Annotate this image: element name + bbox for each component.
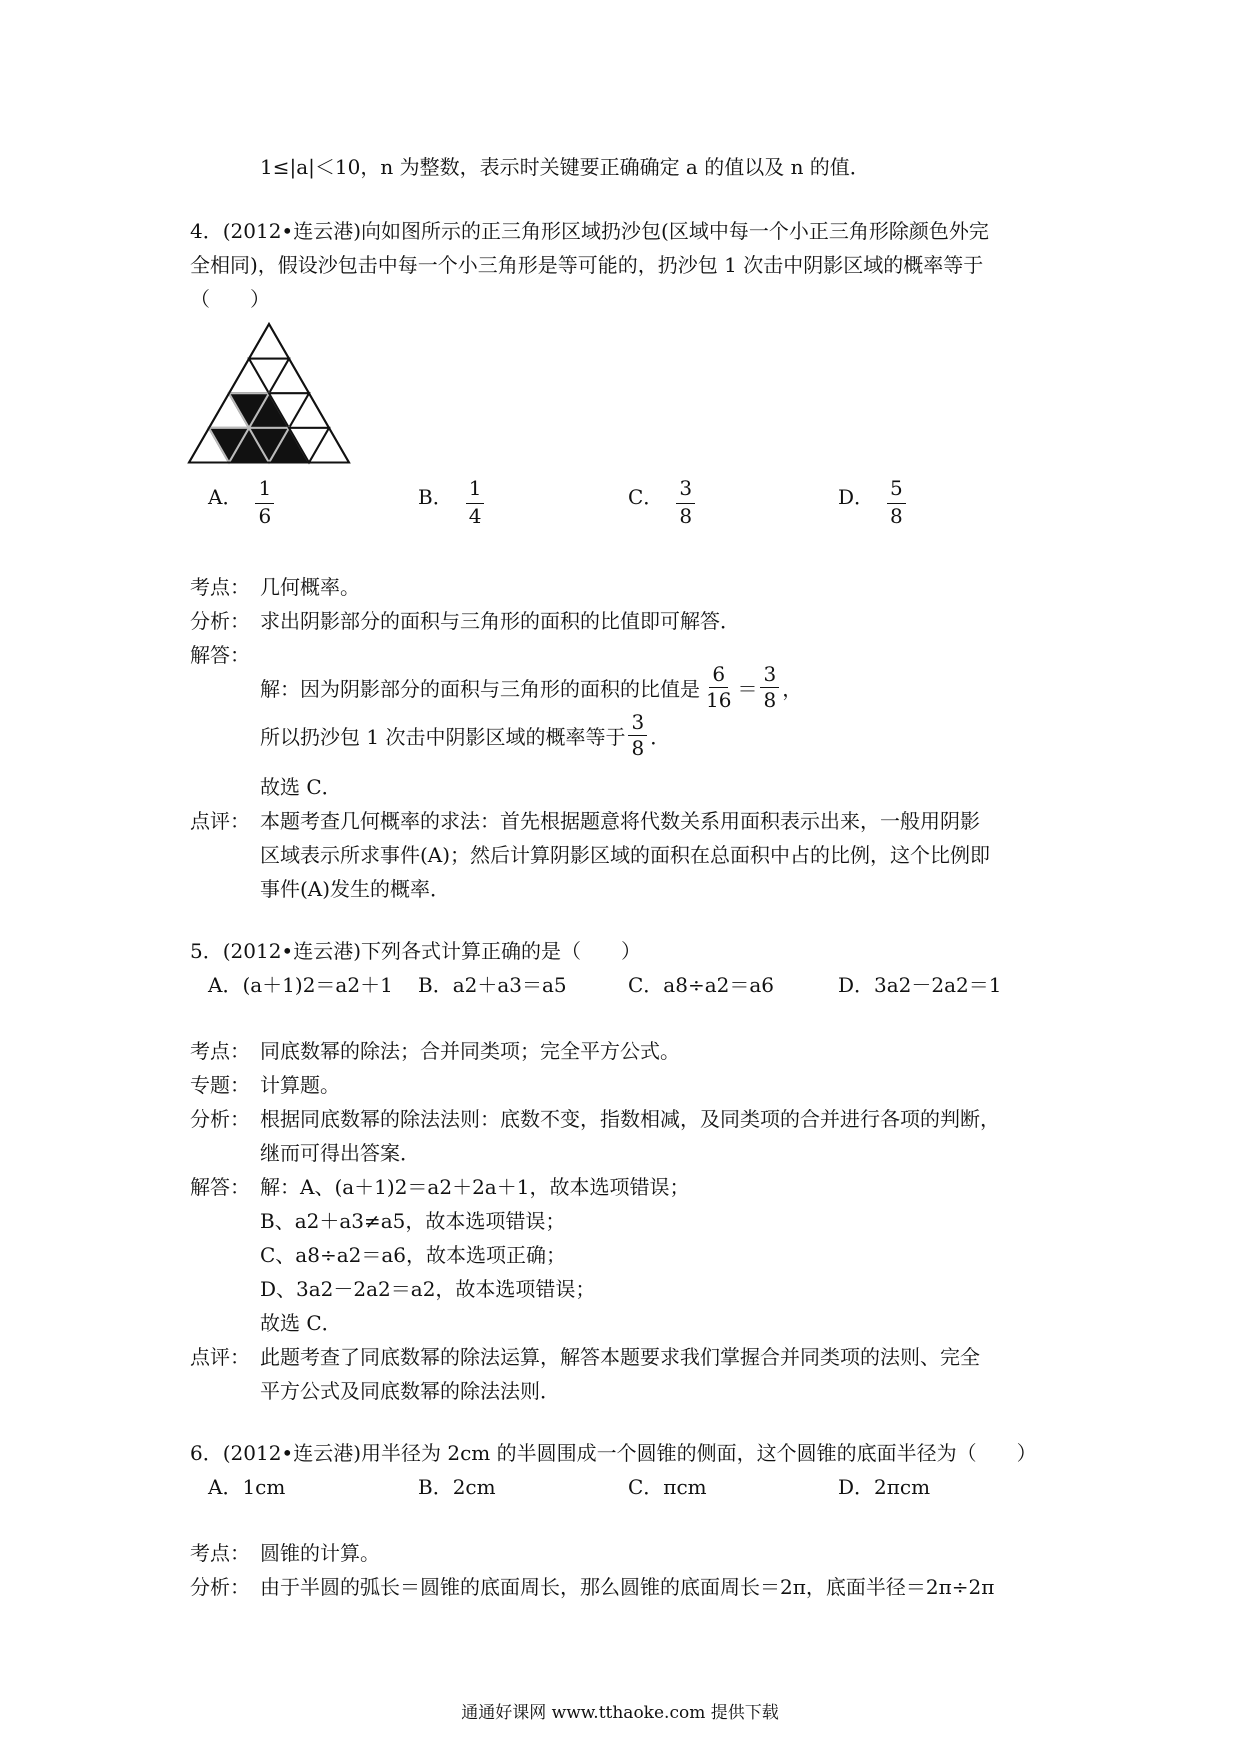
q4-stem-line3: （ ） xyxy=(190,287,270,311)
q4-solution-frac2-num: 3 xyxy=(760,664,779,688)
q4-fenxi-label: 分析： xyxy=(190,609,250,633)
q4-solution-frac-3-8-b xyxy=(628,712,647,759)
q4-solution-frac-3-8 xyxy=(760,664,779,711)
q4-option-d[interactable] xyxy=(838,478,909,527)
q4-solution-line2-end: ． xyxy=(650,725,671,749)
q4-solution-frac3-den: 8 xyxy=(631,736,645,760)
q6-option-c[interactable]: C．πcm xyxy=(628,1475,707,1499)
q4-option-a-fraction xyxy=(255,478,274,527)
page-footer: 通通好课网 www.tthaoke.com 提供下载 xyxy=(461,1703,779,1723)
q4-option-a[interactable] xyxy=(208,478,277,527)
q4-solution-frac1-den: 16 xyxy=(706,688,732,712)
q5-stem: 5．(2012•连云港)下列各式计算正确的是（ ） xyxy=(190,939,642,963)
q4-option-a-num: 1 xyxy=(255,478,274,504)
q5-fenxi-label: 分析： xyxy=(190,1107,250,1131)
q5-dianping-line1: 此题考查了同底数幂的除法运算，解答本题要求我们掌握合并同类项的法则、完全 xyxy=(260,1345,980,1369)
q4-solution-frac1-num: 6 xyxy=(709,664,728,688)
q4-dianping-line3: 事件(A)发生的概率． xyxy=(260,877,451,901)
q4-option-a-den: 6 xyxy=(258,504,272,528)
q4-stem-line2: 全相同)，假设沙包击中每一个小三角形是等可能的，扔沙包 1 次击中阴影区域的概率等于 xyxy=(190,253,984,277)
q4-option-c-fraction xyxy=(676,478,695,527)
q4-solution-line2-text: 所以扔沙包 1 次击中阴影区域的概率等于 xyxy=(260,725,626,749)
q4-solution-line3: 故选 C． xyxy=(260,775,342,799)
q5-solution-line: B、a2＋a3≠a5，故本选项错误； xyxy=(260,1209,566,1233)
q6-kaodian: 圆锥的计算。 xyxy=(260,1541,380,1565)
q4-option-c-num: 3 xyxy=(676,478,695,504)
q5-kaodian: 同底数幂的除法；合并同类项；完全平方公式。 xyxy=(260,1039,680,1063)
q4-option-d-label: D． xyxy=(838,485,875,509)
q6-stem: 6．(2012•连云港)用半径为 2cm 的半圆围成一个圆锥的侧面，这个圆锥的底面半径为（ ） xyxy=(190,1441,1037,1465)
q6-option-a[interactable]: A．1cm xyxy=(208,1475,286,1499)
q5-solution-line: 故选 C． xyxy=(260,1311,342,1335)
q5-option-b[interactable]: B．a2＋a3＝a5 xyxy=(418,973,567,997)
q4-option-b-label: B． xyxy=(418,485,453,509)
q4-option-c-den: 8 xyxy=(679,504,693,528)
q5-fenxi-line1: 根据同底数幂的除法法则：底数不变，指数相减，及同类项的合并进行各项的判断， xyxy=(260,1107,1000,1131)
q4-option-a-label: A． xyxy=(208,485,243,509)
q4-fenxi: 求出阴影部分的面积与三角形的面积的比值即可解答． xyxy=(260,609,740,633)
q5-zhuanti: 计算题。 xyxy=(260,1073,340,1097)
q5-option-d[interactable]: D．3a2－2a2＝1 xyxy=(838,973,1002,997)
q5-solution-line: 解：A、(a＋1)2＝a2＋2a＋1，故本选项错误； xyxy=(260,1175,690,1199)
q4-option-c[interactable] xyxy=(628,478,698,527)
q4-dianping-line2: 区域表示所求事件(A)；然后计算阴影区域的面积在总面积中占的比例，这个比例即 xyxy=(260,843,991,867)
triangle-figure xyxy=(186,320,352,466)
q4-option-b-num: 1 xyxy=(466,478,485,504)
q4-solution-line1-text: 解：因为阴影部分的面积与三角形的面积的比值是 xyxy=(260,677,700,701)
q5-solution-line: C、a8÷a2＝a6，故本选项正确； xyxy=(260,1243,567,1267)
q4-solution-line1 xyxy=(260,664,802,711)
q5-option-c[interactable]: C．a8÷a2＝a6 xyxy=(628,973,775,997)
q4-jieda-label: 解答： xyxy=(190,643,250,667)
q4-option-d-num: 5 xyxy=(887,478,906,504)
q5-jieda-label: 解答： xyxy=(190,1175,250,1199)
q4-solution-equals: ＝ xyxy=(737,677,758,701)
q5-option-a[interactable]: A．(a＋1)2＝a2＋1 xyxy=(208,973,393,997)
q4-dianping-line1: 本题考查几何概率的求法：首先根据题意将代数关系用面积表示出来，一般用阴影 xyxy=(260,809,980,833)
q4-option-b-fraction xyxy=(466,478,485,527)
q4-option-c-label: C． xyxy=(628,485,664,509)
q5-kaodian-label: 考点： xyxy=(190,1039,250,1063)
q4-kaodian: 几何概率。 xyxy=(260,575,360,599)
q4-option-d-den: 8 xyxy=(890,504,903,528)
q4-kaodian-label: 考点： xyxy=(190,575,250,599)
q4-option-d-fraction xyxy=(887,478,906,527)
q4-solution-frac2-den: 8 xyxy=(763,688,777,712)
q4-option-b[interactable] xyxy=(418,478,487,527)
q5-fenxi-line2: 继而可得出答案． xyxy=(260,1141,420,1165)
q5-dianping-label: 点评： xyxy=(190,1345,250,1369)
q6-option-b[interactable]: B．2cm xyxy=(418,1475,496,1499)
white-triangle xyxy=(249,324,289,359)
q4-dianping-label: 点评： xyxy=(190,809,250,833)
q6-fenxi: 由于半圆的弧长＝圆锥的底面周长，那么圆锥的底面周长＝2π，底面半径＝2π÷2π xyxy=(260,1575,995,1599)
q4-option-b-den: 4 xyxy=(468,504,482,528)
q4-stem-line1: 4．(2012•连云港)向如图所示的正三角形区域扔沙包(区域中每一个小正三角形除颜色外完 xyxy=(190,219,989,243)
q4-solution-frac3-num: 3 xyxy=(628,712,647,736)
q5-zhuanti-label: 专题： xyxy=(190,1073,250,1097)
q6-fenxi-label: 分析： xyxy=(190,1575,250,1599)
q4-solution-frac-6-16 xyxy=(703,664,734,711)
intro-line: 1≤|a|＜10，n 为整数，表示时关键要正确确定 a 的值以及 n 的值． xyxy=(260,155,870,179)
q4-solution-line2 xyxy=(260,712,670,759)
q5-solution-line: D、3a2－2a2＝a2，故本选项错误； xyxy=(260,1277,596,1301)
q6-kaodian-label: 考点： xyxy=(190,1541,250,1565)
q6-option-d[interactable]: D．2πcm xyxy=(838,1475,931,1499)
q5-dianping-line2: 平方公式及同底数幂的除法法则． xyxy=(260,1379,560,1403)
q4-solution-line1-end: ， xyxy=(782,677,803,701)
